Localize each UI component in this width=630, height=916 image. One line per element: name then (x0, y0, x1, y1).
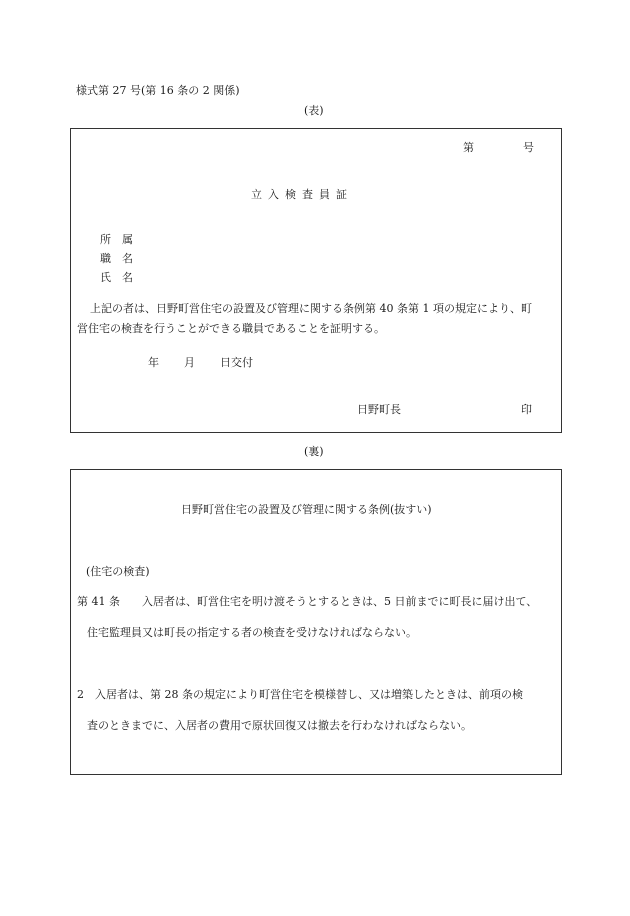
date-day: 日交付 (220, 356, 253, 369)
id-card-front (70, 128, 562, 433)
statement-line-2: 営住宅の検査を行うことができる職員であることを証明する。 (77, 322, 385, 335)
number-suffix: 号 (523, 141, 534, 154)
field-name: 氏 名 (100, 271, 133, 284)
statement-line-1: 上記の者は、日野町営住宅の設置及び管理に関する条例第 40 条第 1 項の規定により、町 (90, 302, 532, 315)
article-line-2: 住宅監理員又は町長の指定する者の検査を受けなければならない。 (87, 626, 417, 639)
card-title: 立入検査員証 (251, 188, 353, 201)
article-line-1: 入居者は、町営住宅を明け渡そうとするときは、5 日前までに町長に届け出て、 (142, 595, 538, 608)
form-number: 様式第 27 号(第 16 条の 2 関係) (76, 84, 240, 97)
back-side-label: (裏) (304, 445, 324, 458)
seal: 印 (521, 403, 532, 416)
number-prefix: 第 (463, 141, 474, 154)
id-card-back (70, 469, 562, 775)
article-caption: (住宅の検査) (86, 565, 150, 578)
paragraph-2-line-2: 査のときまでに、入居者の費用で原状回復又は撤去を行わなければならない。 (87, 719, 472, 732)
date-year: 年 (148, 356, 159, 369)
front-side-label: (表) (304, 104, 324, 117)
field-position: 職 名 (100, 252, 133, 265)
ordinance-heading: 日野町営住宅の設置及び管理に関する条例(抜すい) (181, 503, 432, 516)
issuer: 日野町長 (357, 403, 401, 416)
field-affiliation: 所 属 (100, 233, 133, 246)
paragraph-2-line-1: 2 入居者は、第 28 条の規定により町営住宅を模様替し、又は増築したときは、前項の検 (77, 688, 523, 701)
article-number: 第 41 条 (77, 595, 120, 608)
date-month: 月 (184, 356, 195, 369)
